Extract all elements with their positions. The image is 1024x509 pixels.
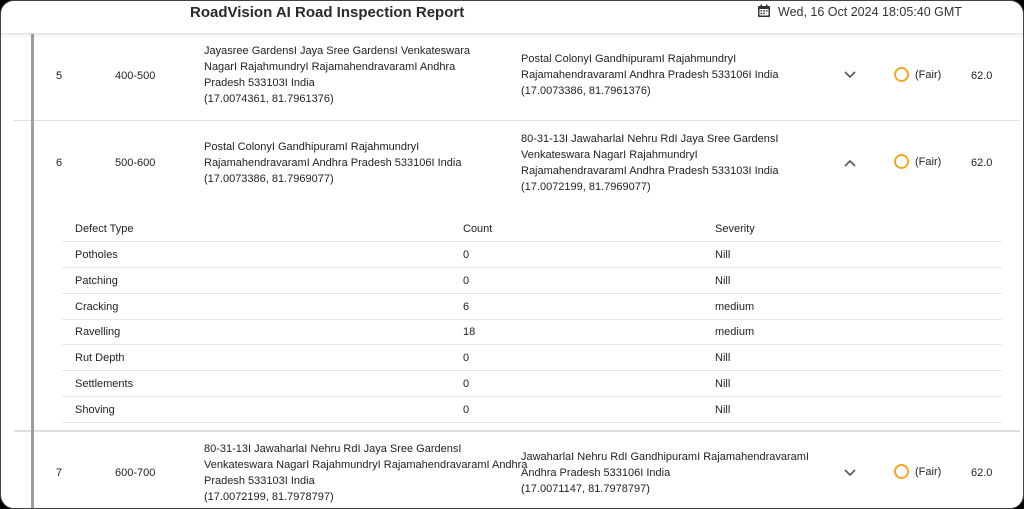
- status-ring-icon: [894, 67, 909, 82]
- table-row: [14, 431, 1020, 509]
- status-badge: (Fair): [894, 67, 941, 82]
- end-address: 80-31-13I JawaharlaI Nehru RdI Jaya Sree GardensI Venkateswara NagarI RajahmundryI RajamahendravaramI Andhra Pradesh 533103I India (17.0072199, 81.7969077): [521, 133, 779, 193]
- start-address: Jayasree GardensI Jaya Sree GardensI Venkateswara NagarI RajahmundryI RajamahendravaramI Andhra Pradesh 533103I India (17.0074361, 81.7961376): [204, 45, 470, 105]
- row-score: 62.0: [971, 157, 993, 169]
- segments-table: [14, 34, 1020, 509]
- col-defect-type: Defect Type: [75, 223, 134, 235]
- defect-row: Ravelling 18 medium: [62, 319, 1002, 345]
- defect-row: Shoving 0 Nill: [62, 397, 1002, 423]
- row-score: 62.0: [971, 467, 993, 479]
- chevron-down-icon[interactable]: [844, 469, 856, 477]
- table-row-expanded: [14, 121, 1020, 209]
- defects-table: [14, 208, 1020, 431]
- col-count: Count: [463, 223, 493, 235]
- report-header: [1, 1, 1023, 34]
- col-severity: Severity: [715, 223, 755, 235]
- calendar-icon: [757, 4, 771, 18]
- row-range: 500-600: [115, 157, 156, 169]
- defect-row: Rut Depth 0 Nill: [62, 345, 1002, 371]
- status-badge: (Fair): [894, 154, 941, 169]
- row-range: 400-500: [115, 70, 156, 82]
- defect-row: Cracking 6 medium: [62, 294, 1002, 320]
- row-score: 62.0: [971, 70, 993, 82]
- start-address: Postal ColonyI GandhipuramI RajahmundryI RajamahendravaramI Andhra Pradesh 533106I India (17.0073386, 81.7969077): [204, 141, 462, 185]
- chevron-up-icon[interactable]: [844, 159, 856, 167]
- report-title: RoadVision AI Road Inspection Report: [190, 4, 465, 21]
- end-address: Postal ColonyI GandhipuramI RajahmundryI RajamahendravaramI Andhra Pradesh 533106I India (17.0073386, 81.7961376): [521, 53, 779, 97]
- status-ring-icon: [894, 154, 909, 169]
- end-address: JawaharlaI Nehru RdI GandhipuramI RajamahendravaramI Andhra Pradesh 533106I India (17.0071147, 81.7978797): [521, 451, 809, 495]
- scroll-track: [31, 34, 34, 509]
- status-ring-icon: [894, 464, 909, 479]
- defect-row: Settlements 0 Nill: [62, 371, 1002, 397]
- chevron-down-icon[interactable]: [844, 71, 856, 79]
- row-range: 600-700: [115, 467, 156, 479]
- defects-header-row: [62, 216, 1002, 242]
- row-index: 6: [56, 157, 63, 169]
- report-datetime: Wed, 16 Oct 2024 18:05:40 GMT: [778, 5, 962, 19]
- row-index: 5: [56, 70, 63, 82]
- table-row: [14, 34, 1020, 121]
- row-index: 7: [56, 467, 63, 479]
- status-badge: (Fair): [894, 464, 941, 479]
- defect-row: Patching 0 Nill: [62, 268, 1002, 294]
- start-address: 80-31-13I JawaharlaI Nehru RdI Jaya Sree GardensI Venkateswara NagarI RajahmundryI RajamahendravaramI Andhra Pradesh 533103I India (17.0072199, 81.7978797): [204, 443, 528, 503]
- defect-row: Potholes 0 Nill: [62, 242, 1002, 268]
